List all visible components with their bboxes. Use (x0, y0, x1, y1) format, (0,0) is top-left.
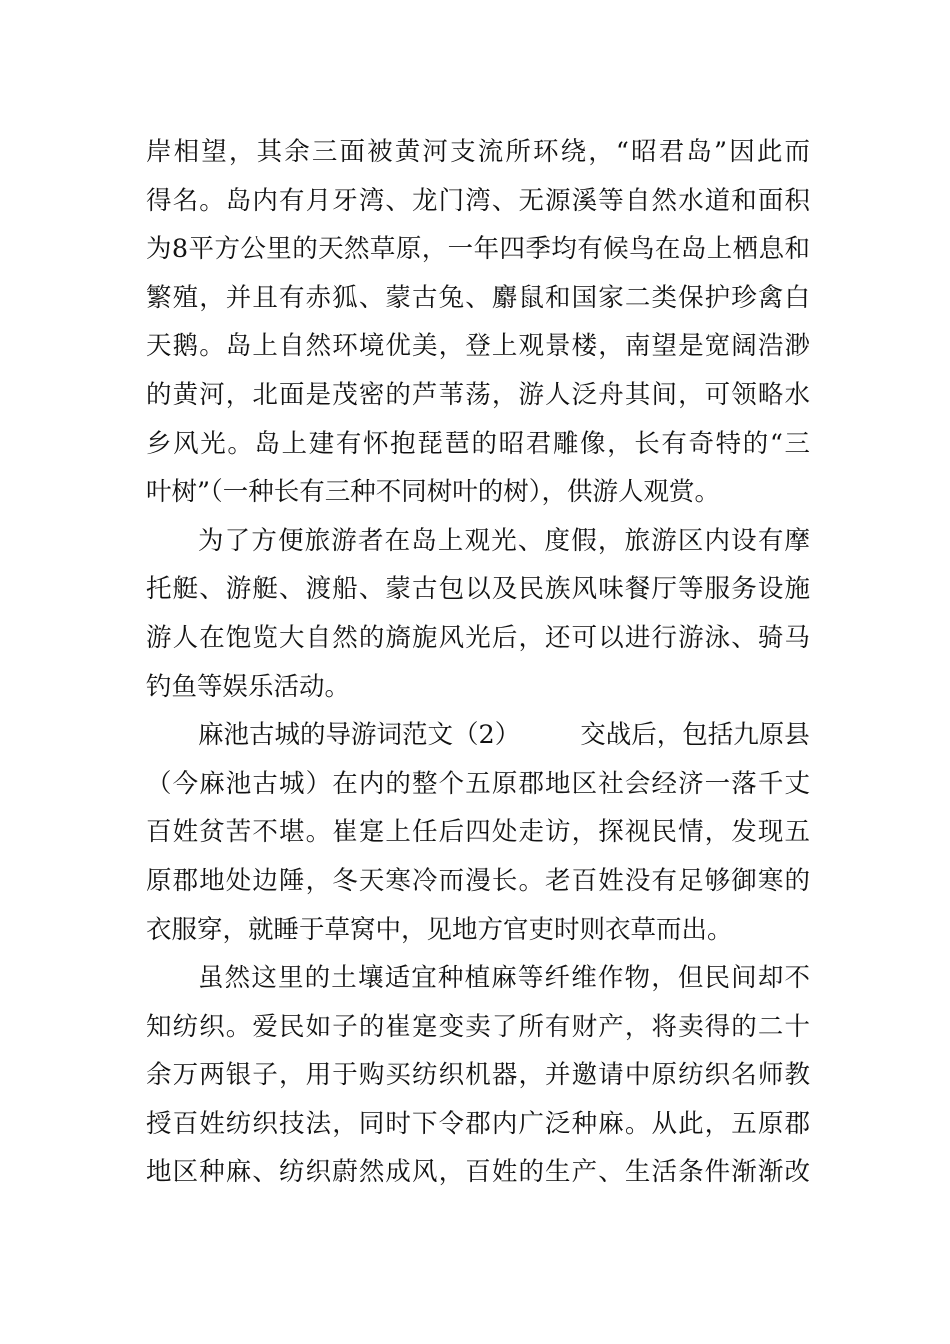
text-line: 授百姓纺织技法，同时下令郡内广泛种麻。从此，五原郡 (146, 1108, 810, 1139)
document-body (146, 128, 810, 1197)
heading-continuation: 交战后，包括九原县 (580, 720, 810, 751)
text-line: 托艇、游艇、渡船、蒙古包以及民族风味餐厅等服务设施 (146, 574, 810, 605)
text-line: 知纺织。爱民如子的崔寔变卖了所有财产，将卖得的二十 (146, 1011, 810, 1042)
text-line: 虽然这里的土壤适宜种植麻等纤维作物，但民间却不 (198, 963, 810, 994)
section-heading: 麻池古城的导游词范文（2） (198, 720, 521, 751)
text-line: 乡风光。岛上建有怀抱琵琶的昭君雕像，长有奇特的“三 (146, 428, 810, 459)
text-line: 衣服穿，就睡于草窝中，见地方官吏时则衣草而出。 (146, 914, 733, 945)
text-line: （今麻池古城）在内的整个五原郡地区社会经济一落千丈 (146, 768, 810, 799)
text-line: 为8平方公里的天然草原，一年四季均有候鸟在岛上栖息和 (146, 234, 810, 265)
text-line: 天鹅。岛上自然环境优美，登上观景楼，南望是宽阔浩渺 (146, 331, 810, 362)
text-line: 叶树”（一种长有三种不同树叶的树），供游人观赏。 (146, 477, 721, 508)
text-line: 繁殖，并且有赤狐、蒙古兔、麝鼠和国家二类保护珍禽白 (146, 282, 810, 313)
text-line: 得名。岛内有月牙湾、龙门湾、无源溪等自然水道和面积 (146, 185, 810, 216)
heading-line (146, 711, 810, 760)
text-line: 为了方便旅游者在岛上观光、度假，旅游区内设有摩 (198, 525, 810, 556)
text-line: 余万两银子，用于购买纺织机器，并邀请中原纺织名师教 (146, 1060, 810, 1091)
text-line: 百姓贫苦不堪。崔寔上任后四处走访，探视民情，发现五 (146, 817, 810, 848)
paragraph-zhaojun-island (146, 128, 810, 517)
text-line: 钓鱼等娱乐活动。 (146, 671, 351, 702)
paragraph-tourism-facilities (146, 517, 810, 711)
text-line: 地区种麻、纺织蔚然成风，百姓的生产、生活条件渐渐改 (146, 1157, 810, 1188)
paragraph-machi-ancient-city (146, 711, 810, 954)
text-line: 岸相望，其余三面被黄河支流所环绕，“昭君岛”因此而 (146, 137, 810, 167)
paragraph-hemp-weaving (146, 954, 810, 1197)
text-line: 游人在饱览大自然的旖旎风光后，还可以进行游泳、骑马 (146, 622, 810, 653)
text-line: 的黄河，北面是茂密的芦苇荡，游人泛舟其间，可领略水 (146, 379, 810, 410)
text-line: 原郡地处边陲，冬天寒冷而漫长。老百姓没有足够御寒的 (146, 865, 810, 896)
